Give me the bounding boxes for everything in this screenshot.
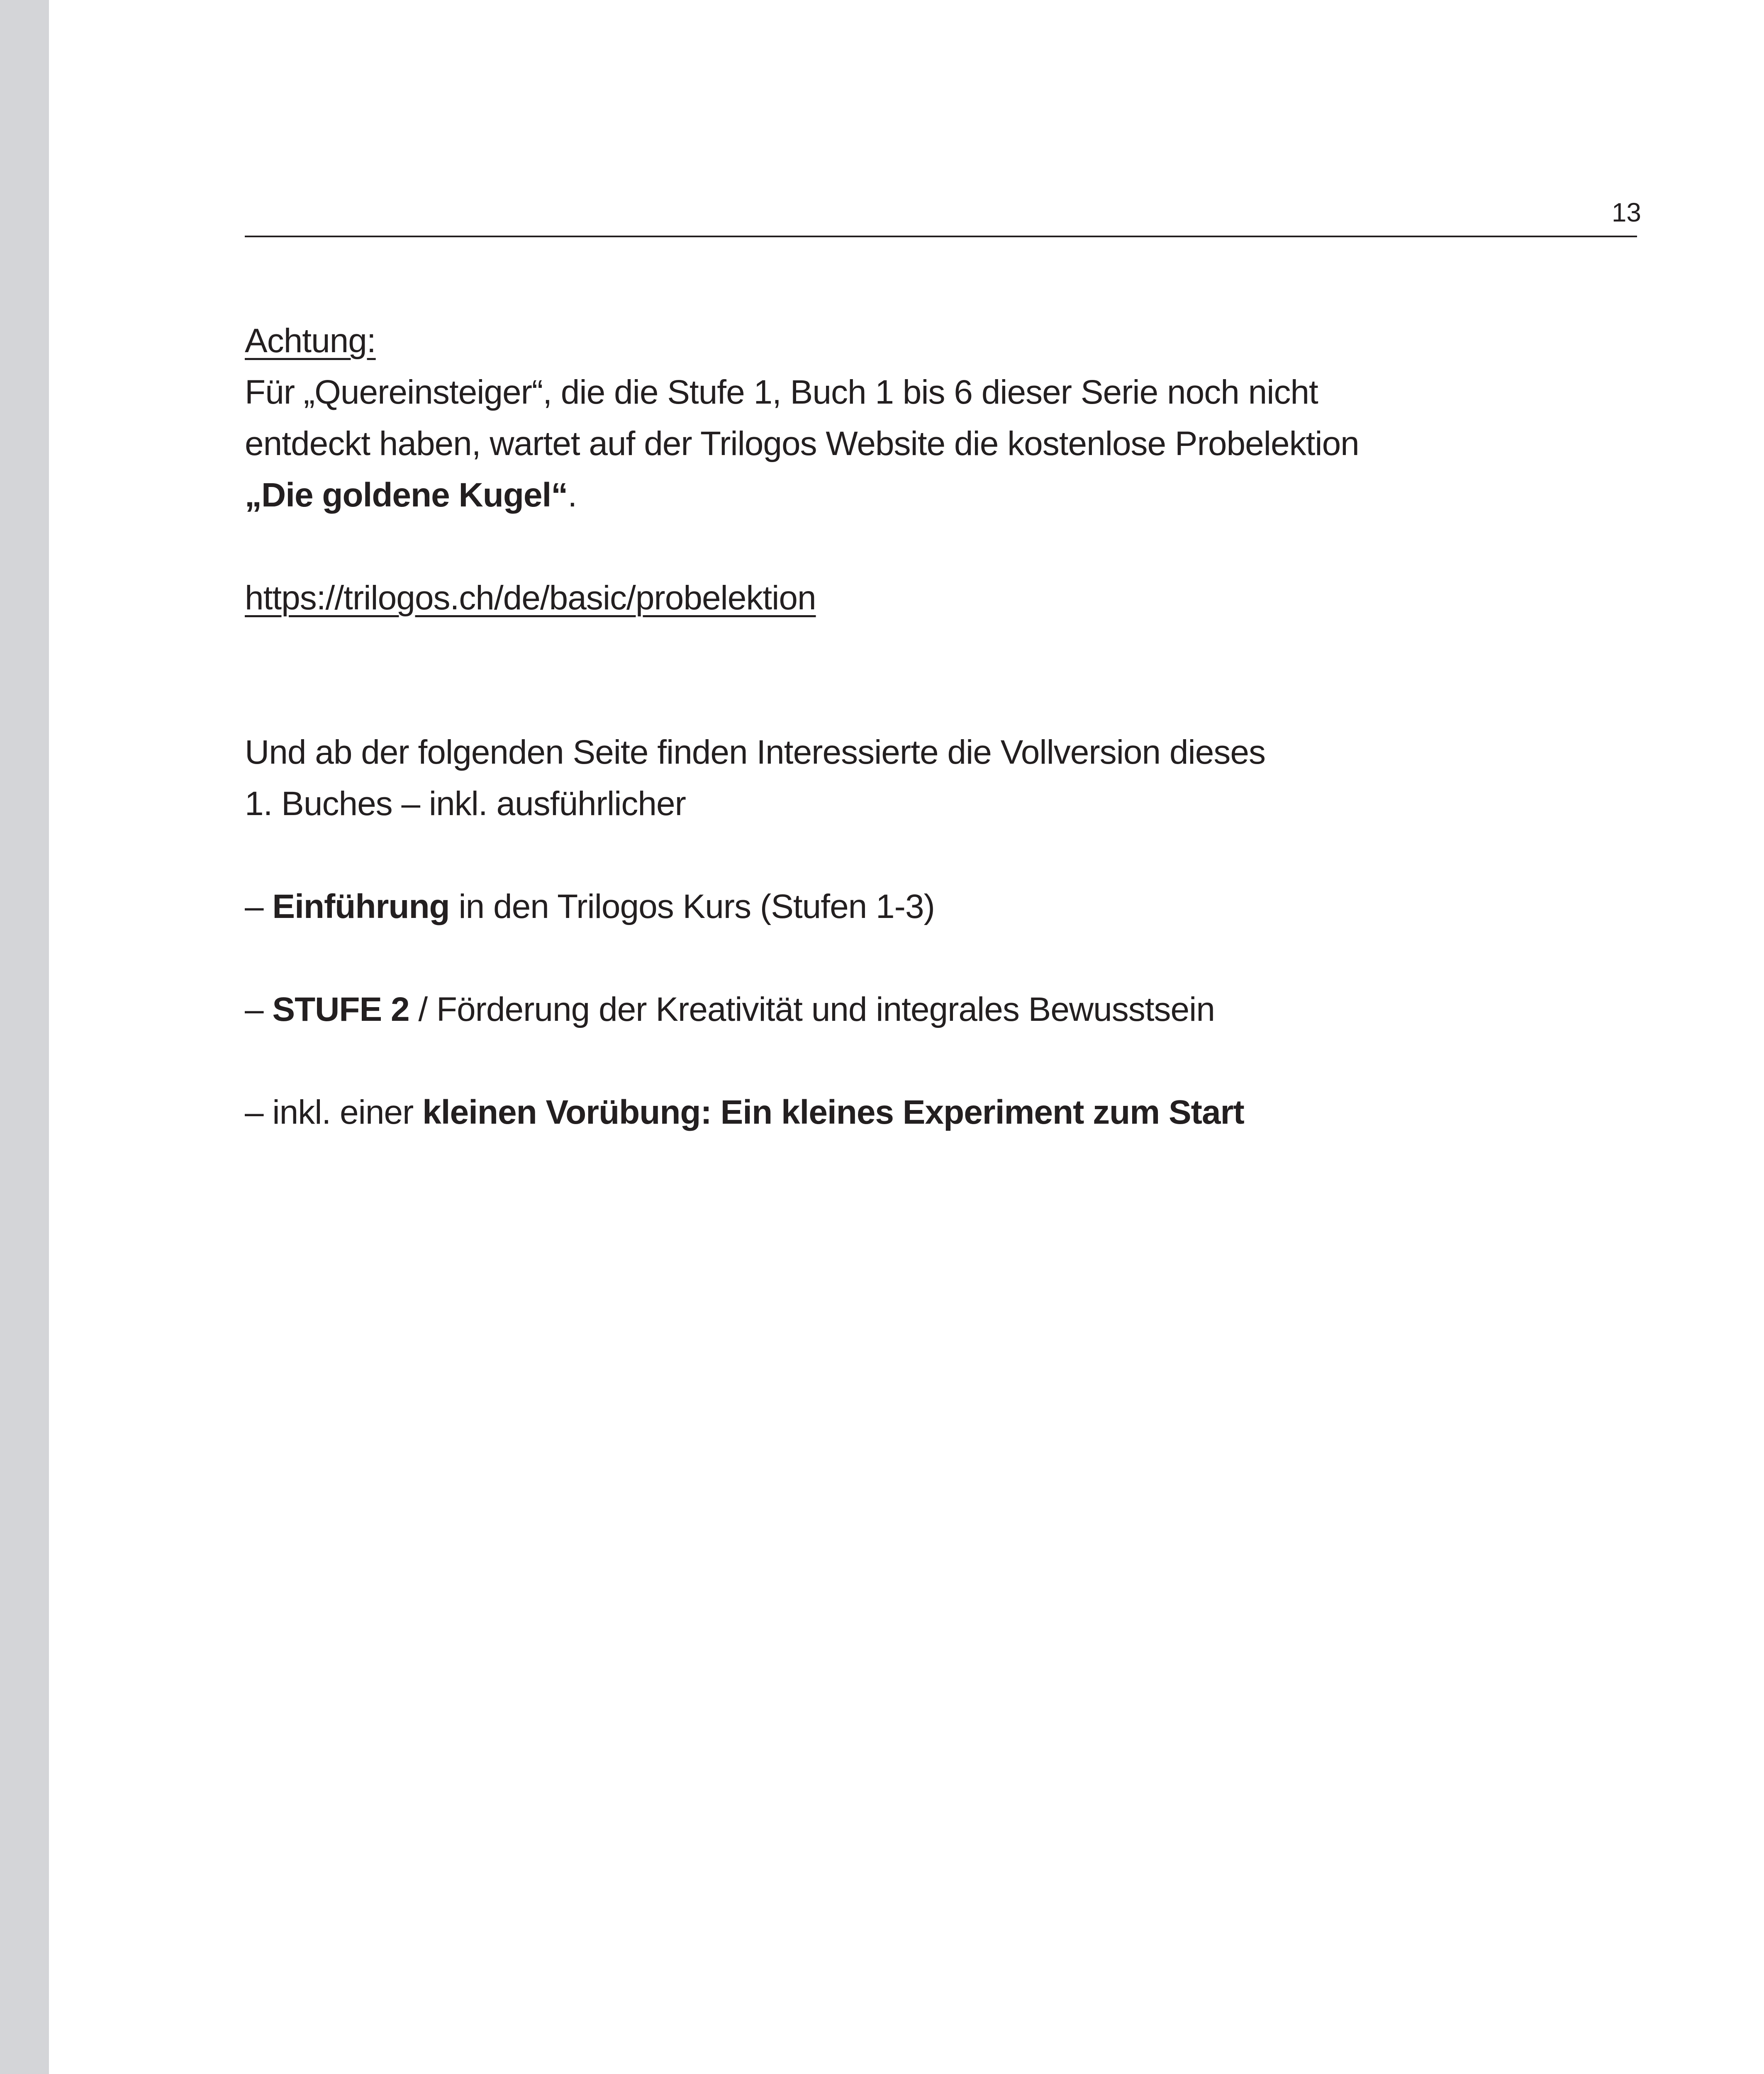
lesson-title-suffix: . (568, 476, 577, 514)
bullet-prefix: – inkl. einer (245, 1093, 423, 1131)
bullet-bold: kleinen Vorübung: Ein kleines Experiment zum Start (422, 1093, 1244, 1131)
bullet-stufe-2 (245, 984, 1614, 1035)
bullet-einfuehrung (245, 881, 1614, 932)
bullet-prefix: – (245, 888, 273, 925)
spacer (245, 830, 1614, 881)
spacer (245, 624, 1614, 727)
bullet-prefix: – (245, 991, 273, 1028)
notice-heading-text: Achtung: (245, 322, 376, 360)
notice-line-1: Für „Quereinsteiger“, die die Stufe 1, Buch 1 bis 6 dieser Serie noch nicht (245, 373, 1318, 411)
page-number: 13 (1611, 197, 1641, 227)
bullet-bold: Einführung (272, 888, 450, 925)
probelektion-link[interactable]: https://trilogos.ch/de/basic/probelektion (245, 579, 816, 617)
spacer (245, 932, 1614, 984)
header-rule (245, 236, 1637, 237)
notice-lesson-line (245, 470, 1614, 521)
spacer (245, 521, 1614, 572)
intro-line-1: Und ab der folgenden Seite finden Interessierte die Vollversion dieses (245, 733, 1265, 771)
notice-heading (245, 315, 1614, 367)
spacer (245, 1035, 1614, 1087)
link-line (245, 572, 1614, 624)
notice-line-2: entdeckt haben, wartet auf der Trilogos Website die kostenlose Probelektion (245, 425, 1359, 463)
bullet-voruebung (245, 1087, 1614, 1138)
bullet-rest: in den Trilogos Kurs (Stufen 1-3) (449, 888, 935, 925)
bullet-bold: STUFE 2 (272, 991, 409, 1028)
intro-line-2: 1. Buches – inkl. ausführlicher (245, 785, 686, 823)
bullet-rest: / Förderung der Kreativität und integrales Bewusstsein (409, 991, 1215, 1028)
page-content (245, 315, 1614, 1138)
page-edge-strip (0, 0, 49, 2074)
lesson-title: „Die goldene Kugel“ (245, 476, 568, 514)
